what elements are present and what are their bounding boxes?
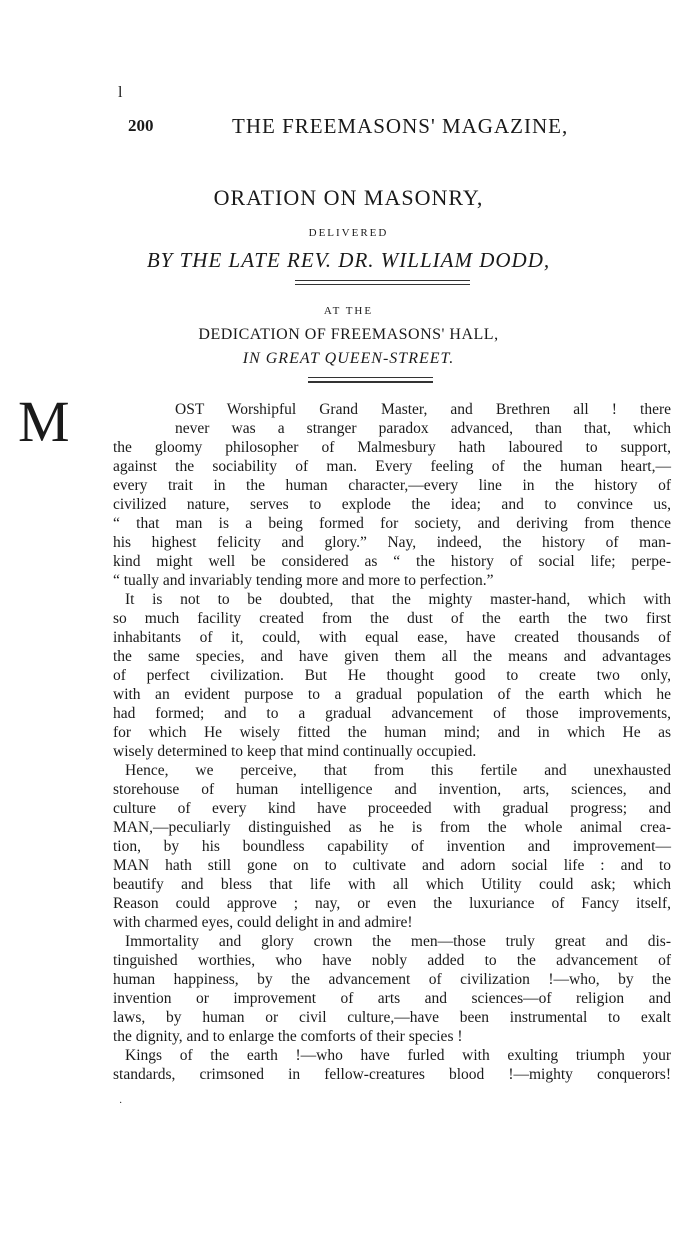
text-line: Kings of the earth !—who have furled with exulting triumph your: [125, 1047, 671, 1064]
divider-rule: [308, 377, 433, 378]
text-line: the dignity, and to enlarge the comforts of their species !: [113, 1028, 463, 1045]
text-line: his highest felicity and glory.” Nay, indeed, the history of man-: [113, 534, 671, 551]
divider-rule: [295, 280, 470, 281]
text-line: standards, crimsoned in fellow-creatures blood !—mighty conquerors!: [113, 1066, 671, 1083]
text-line: the gloomy philosopher of Malmesbury hath laboured to support,: [113, 439, 671, 456]
divider-rule: [308, 381, 433, 383]
text-line: OST Worshipful Grand Master, and Brethren all ! there: [175, 401, 671, 418]
text-line: storehouse of human intelligence and invention, arts, sciences, and: [113, 781, 671, 798]
location-line: IN GREAT QUEEN-STREET.: [242, 350, 455, 367]
margin-mark: l: [118, 84, 123, 101]
text-line: invention or improvement of arts and sciences—of religion and: [113, 990, 671, 1007]
text-line: human happiness, by the advancement of civilization !—who, by the: [113, 971, 671, 988]
divider-rule: [295, 284, 470, 285]
drop-cap: M: [18, 389, 70, 454]
text-line: “ that man is a being formed for society, and deriving from thence: [113, 515, 671, 532]
text-line: MAN hath still gone on to cultivate and adorn social life : and to: [113, 857, 671, 874]
running-title: THE FREEMASONS' MAGAZINE,: [232, 114, 569, 138]
text-line: Hence, we perceive, that from this fertile and unexhausted: [125, 762, 671, 779]
dedication-line: DEDICATION OF FREEMASONS' HALL,: [198, 326, 499, 343]
text-line: inhabitants of it, could, with equal ease, have created thousands of: [113, 629, 671, 646]
text-line: It is not to be doubted, that the mighty master-hand, which with: [125, 591, 671, 608]
text-line: beautify and bless that life with all which Utility could ask; which: [113, 876, 671, 893]
text-line: Reason could approve ; nay, or even the luxuriance of Fancy itself,: [113, 895, 671, 912]
text-line: kind might well be considered as “ the history of social life; perpe-: [113, 553, 671, 570]
text-line: laws, by human or civil culture,—have been instrumental to exalt: [113, 1009, 671, 1026]
text-line: MAN,—peculiarly distinguished as he is from the whole animal crea-: [113, 819, 671, 836]
text-line: the same species, and have given them all the means and advantages: [113, 648, 671, 665]
text-line: against the sociability of man. Every feeling of the human heart,—: [113, 458, 671, 475]
delivered-label: DELIVERED: [308, 227, 389, 239]
text-line: every trait in the human character,—every line in the history of: [113, 477, 671, 494]
text-line: tinguished worthies, who have nobly added to the advancement of: [113, 952, 671, 969]
text-line: wisely determined to keep that mind continually occupied.: [113, 743, 477, 760]
bottom-mark: ·: [119, 1098, 123, 1109]
text-line: with an evident purpose to a gradual population of the earth which he: [113, 686, 671, 703]
text-line: tion, by his boundless capability of invention and improvement—: [113, 838, 671, 855]
text-line: for which He wisely fitted the human mind; and in which He as: [113, 724, 671, 741]
text-line: “ tually and invariably tending more and more to perfection.”: [113, 572, 494, 589]
text-line: never was a stranger paradox advanced, than that, which: [175, 420, 671, 437]
text-line: culture of every kind have proceeded with gradual progress; and: [113, 800, 671, 817]
text-line: with charmed eyes, could delight in and admire!: [113, 914, 413, 931]
author-line: BY THE LATE REV. DR. WILLIAM DODD,: [146, 248, 551, 272]
page-number: 200: [128, 116, 154, 135]
text-line: of perfect civilization. But He thought good to create two only,: [113, 667, 671, 684]
at-the-label: AT THE: [323, 305, 374, 317]
text-line: had formed; and to a gradual advancement of those improvements,: [113, 705, 671, 722]
page-header: [128, 114, 598, 144]
text-line: so much facility created from the dust of the earth the two first: [113, 610, 671, 627]
article-title: ORATION ON MASONRY,: [213, 185, 484, 210]
text-line: Immortality and glory crown the men—those truly great and dis-: [125, 933, 671, 950]
text-line: civilized nature, serves to explode the idea; and to convince us,: [113, 496, 671, 513]
